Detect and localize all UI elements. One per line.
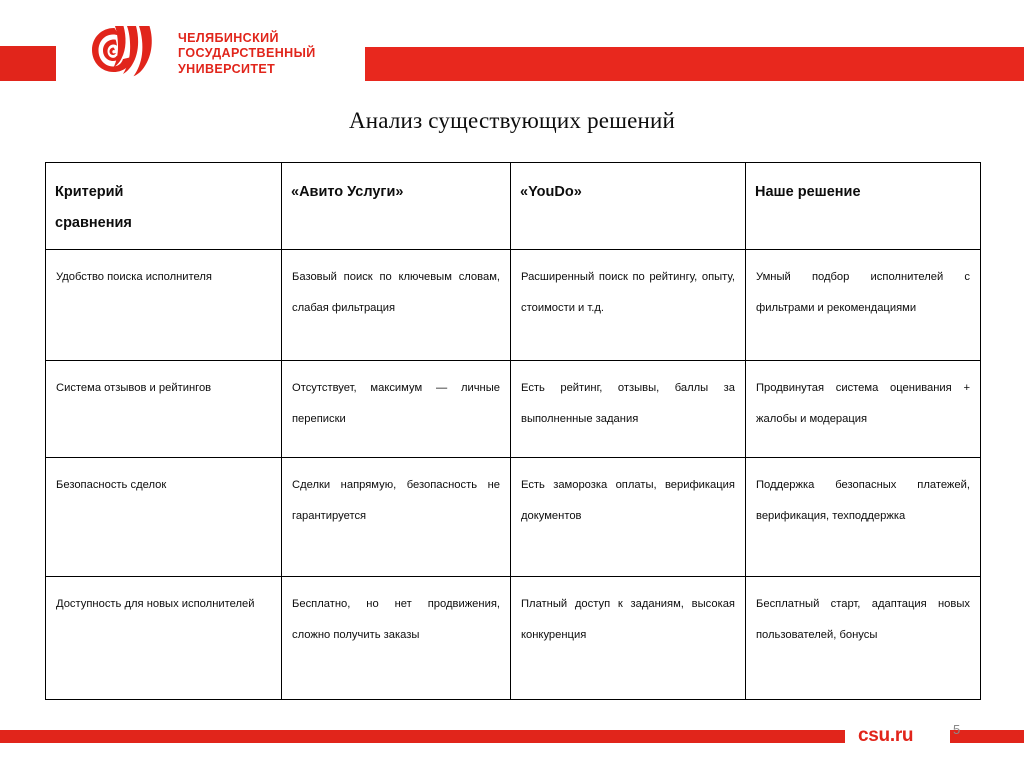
cell-youdo-4 — [511, 577, 746, 700]
header-red-bar-left — [0, 46, 56, 81]
cell-our-solution-4 — [746, 577, 981, 700]
cell-criterion-4 — [46, 577, 282, 700]
column-header-our-solution-label: Наше решение — [755, 184, 861, 200]
cell-youdo-1 — [511, 250, 746, 361]
cell-criterion-1 — [46, 250, 282, 361]
cell-avito-1 — [282, 250, 511, 361]
table-header-row — [46, 163, 981, 250]
logo-line-2: ГОСУДАРСТВЕННЫЙ — [178, 46, 316, 61]
column-header-criterion-line1: Критерий — [55, 184, 124, 200]
university-logo-text — [178, 31, 316, 78]
cell-avito-4 — [282, 577, 511, 700]
cell-text: Есть заморозка оплаты, верификация документов — [521, 479, 735, 522]
cell-text: Доступность для новых исполнителей — [56, 598, 255, 610]
cell-text: Система отзывов и рейтингов — [56, 382, 212, 394]
footer-red-bar-right — [950, 730, 1024, 743]
page-title: Анализ существующих решений — [348, 108, 676, 133]
cell-text: Платный доступ к заданиям, высокая конкуренция — [521, 598, 735, 641]
table-row — [46, 458, 981, 577]
cell-our-solution-1 — [746, 250, 981, 361]
cell-text: Продвинутая система оценивания + жалобы и модерация — [756, 382, 970, 425]
cell-avito-2 — [282, 361, 511, 458]
cell-text: Удобство поиска исполнителя — [56, 271, 212, 283]
column-header-criterion — [46, 163, 282, 250]
column-header-our-solution — [746, 163, 981, 250]
column-header-avito — [282, 163, 511, 250]
comparison-table — [45, 162, 981, 700]
footer-domain-link[interactable]: csu.ru — [858, 725, 914, 746]
cell-criterion-3 — [46, 458, 282, 577]
footer-red-bar-left — [0, 730, 845, 743]
cell-avito-3 — [282, 458, 511, 577]
university-logo — [92, 23, 352, 85]
cell-text: Сделки напрямую, безопасность не гарантируется — [292, 479, 500, 522]
cell-text: Бесплатный старт, адаптация новых пользователей, бонусы — [756, 598, 970, 641]
cell-text: Поддержка безопасных платежей, верификация, техподдержка — [756, 479, 970, 522]
cell-text: Есть рейтинг, отзывы, баллы за выполненные задания — [521, 382, 735, 425]
cell-text: Базовый поиск по ключевым словам, слабая фильтрация — [292, 271, 500, 314]
table-row — [46, 250, 981, 361]
column-header-youdo — [511, 163, 746, 250]
cell-youdo-3 — [511, 458, 746, 577]
cell-criterion-2 — [46, 361, 282, 458]
cell-text: Бесплатно, но нет продвижения, сложно получить заказы — [292, 598, 500, 641]
cell-text: Безопасность сделок — [56, 479, 167, 491]
slide-header — [0, 0, 1024, 100]
cell-text: Умный подбор исполнителей с фильтрами и рекомендациями — [756, 271, 970, 314]
table-row — [46, 577, 981, 700]
csu-spiral-shell-logo-icon — [92, 25, 166, 83]
header-red-bar-right — [365, 47, 1024, 81]
column-header-youdo-label: «YouDo» — [520, 184, 582, 200]
column-header-criterion-line2: сравнения — [55, 215, 132, 231]
cell-text: Расширенный поиск по рейтингу, опыту, стоимости и т.д. — [521, 271, 735, 314]
logo-line-3: УНИВЕРСИТЕТ — [178, 61, 276, 76]
cell-youdo-2 — [511, 361, 746, 458]
cell-our-solution-2 — [746, 361, 981, 458]
column-header-avito-label: «Авито Услуги» — [291, 184, 404, 200]
logo-line-1: ЧЕЛЯБИНСКИЙ — [178, 30, 279, 45]
table-row — [46, 361, 981, 458]
page-number: 5 — [953, 722, 961, 737]
cell-our-solution-3 — [746, 458, 981, 577]
cell-text: Отсутствует, максимум — личные переписки — [292, 382, 500, 425]
slide-footer — [0, 722, 1024, 748]
